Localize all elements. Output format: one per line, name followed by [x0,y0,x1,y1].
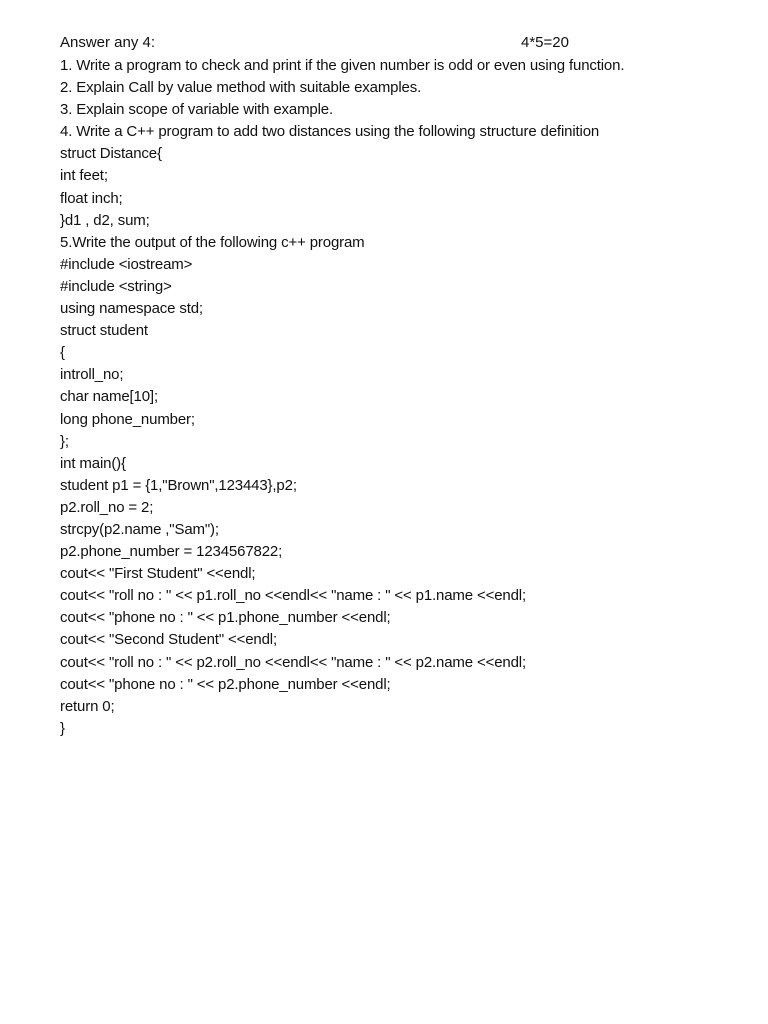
text-line: strcpy(p2.name ,"Sam"); [60,520,219,538]
text-line: }d1 , d2, sum; [60,211,150,229]
text-line: char name[10]; [60,388,158,406]
text-line: struct Distance{ [60,145,162,163]
text-line: student p1 = {1,"Brown",123443},p2; [60,476,297,494]
text-line: cout<< "phone no : " << p2.phone_number <<endl; [60,675,391,693]
text-line: 2. Explain Call by value method with suitable examples. [60,79,422,97]
text-line: int feet; [60,167,108,185]
marks-allocation: 4*5=20 [521,34,569,51]
text-line: introll_no; [60,366,124,384]
text-line: p2.phone_number = 1234567822; [60,543,283,561]
text-line: return 0; [60,697,115,715]
text-line: #include <string> [60,277,172,295]
text-line: struct student [60,322,148,340]
text-line: 4. Write a C++ program to add two distances using the following structure definition [60,123,600,141]
text-line: 3. Explain scope of variable with example. [60,101,334,119]
text-line: p2.roll_no = 2; [60,498,154,516]
text-line: using namespace std; [60,300,203,318]
text-line: { [60,344,65,362]
text-line: cout<< "roll no : " << p1.roll_no <<endl<< "name : " << p1.name <<endl; [60,587,526,605]
text-line: }; [60,432,69,450]
text-line: } [60,719,65,737]
text-line: float inch; [60,189,123,207]
text-line: cout<< "roll no : " << p2.roll_no <<endl<< "name : " << p2.name <<endl; [60,653,526,671]
text-line: cout<< "First Student" <<endl; [60,565,256,583]
text-line: int main(){ [60,454,126,472]
text-line: 1. Write a program to check and print if the given number is odd or even using function. [60,57,625,74]
question-paper-header [60,33,720,53]
text-line: 5.Write the output of the following c++ program [60,233,365,251]
text-line: cout<< "phone no : " << p1.phone_number <<endl; [60,609,391,627]
instruction-text: Answer any 4: [60,34,156,51]
question-body [60,55,760,740]
text-line: long phone_number; [60,410,195,428]
text-line: cout<< "Second Student" <<endl; [60,631,278,649]
text-line: #include <iostream> [60,255,193,273]
